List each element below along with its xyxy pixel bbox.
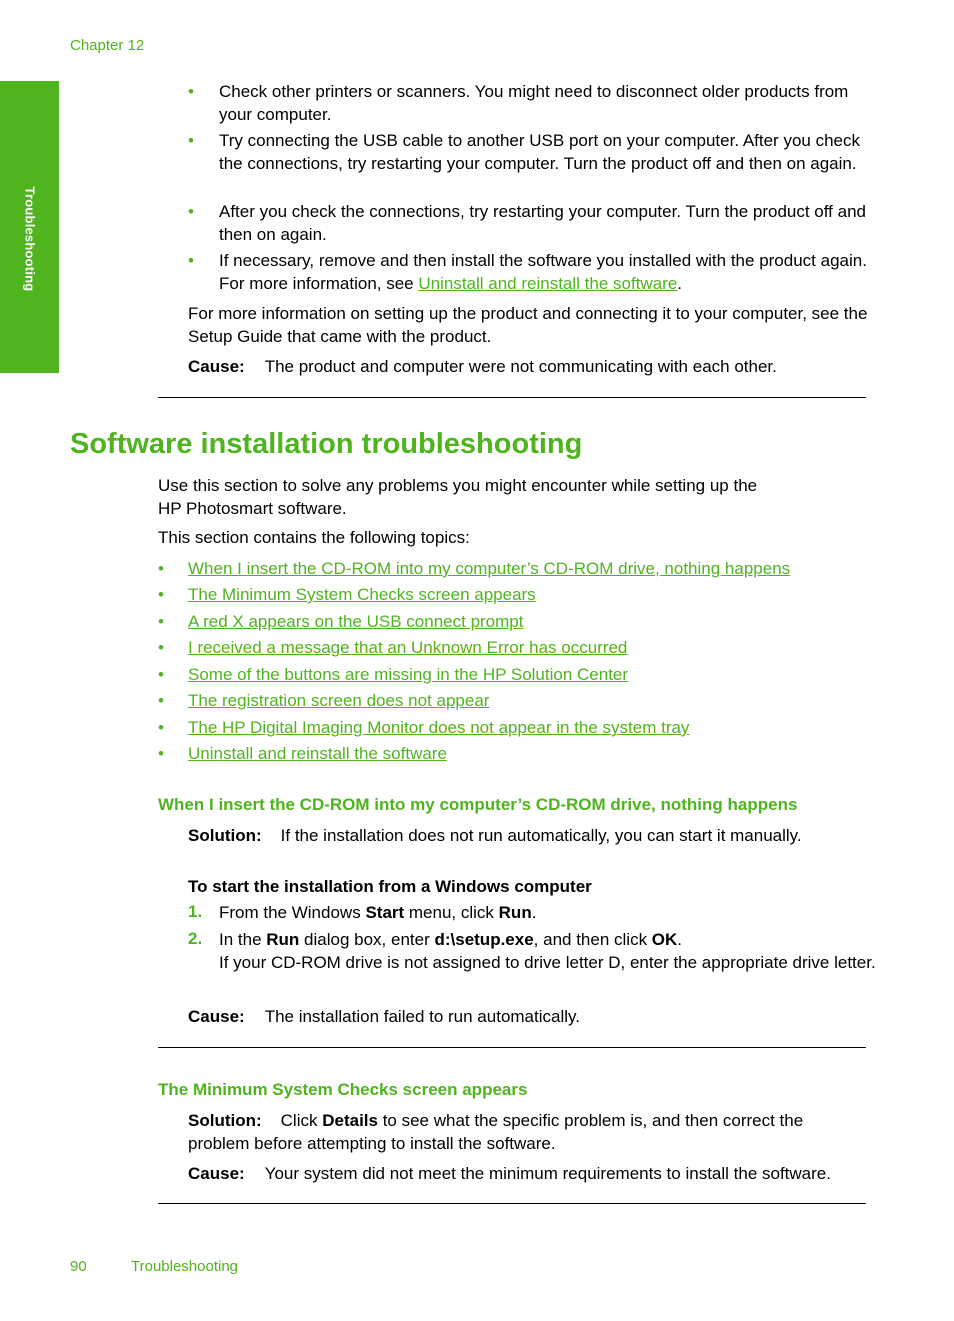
details-term: Details bbox=[322, 1111, 378, 1130]
solution-label: Solution: bbox=[188, 826, 262, 845]
page-title: Software installation troubleshooting bbox=[70, 428, 583, 460]
bullet-icon: • bbox=[188, 131, 194, 150]
section-divider bbox=[158, 1047, 866, 1048]
bullet-icon: • bbox=[188, 202, 194, 221]
run-command-term: Run bbox=[498, 903, 532, 922]
bullet-icon: • bbox=[158, 559, 164, 578]
minimum-cause bbox=[188, 1163, 888, 1186]
bullet-icon: • bbox=[158, 638, 164, 657]
page-number: 90 bbox=[70, 1258, 87, 1275]
section-intro-line: HP Photosmart software. bbox=[158, 498, 347, 518]
minimum-heading: The Minimum System Checks screen appears bbox=[158, 1080, 528, 1099]
step-text-part: , and then click bbox=[533, 930, 652, 949]
minimum-solution bbox=[188, 1110, 868, 1155]
side-tab-label: Troubleshooting bbox=[22, 186, 38, 292]
procedure-title: To start the installation from a Windows computer bbox=[188, 877, 592, 896]
bullet-icon: • bbox=[188, 82, 194, 101]
cause-paragraph bbox=[188, 356, 878, 379]
step-text bbox=[219, 902, 879, 925]
uninstall-reinstall-link[interactable]: Uninstall and reinstall the software bbox=[418, 273, 678, 293]
section-divider bbox=[158, 397, 866, 398]
ok-term: OK bbox=[651, 930, 678, 949]
section-divider bbox=[158, 1203, 866, 1204]
section-intro bbox=[158, 475, 858, 520]
topic-link[interactable]: I received a message that an Unknown Error has occurred bbox=[188, 638, 628, 657]
topics-intro: This section contains the following topics: bbox=[158, 528, 470, 547]
topic-link[interactable]: When I insert the CD-ROM into my computer’s CD-ROM drive, nothing happens bbox=[188, 559, 791, 578]
bullet-text bbox=[219, 250, 879, 295]
step-number: 1. bbox=[188, 902, 203, 921]
step-text-part: menu, click bbox=[404, 903, 499, 922]
setup-path-term: d:\setup.exe bbox=[434, 930, 534, 949]
bullet-icon: • bbox=[158, 585, 164, 604]
cause-text: Your system did not meet the minimum requirements to install the software. bbox=[264, 1164, 831, 1183]
cause-label: Cause: bbox=[188, 1164, 245, 1183]
cause-label: Cause: bbox=[188, 357, 245, 376]
topic-link[interactable]: The HP Digital Imaging Monitor does not appear in the system tray bbox=[188, 718, 690, 737]
step-text-part: dialog box, enter bbox=[299, 930, 435, 949]
topic-link[interactable]: The Minimum System Checks screen appears bbox=[188, 585, 536, 604]
topic-link[interactable]: Uninstall and reinstall the software bbox=[188, 744, 447, 763]
step-text-part: . bbox=[677, 930, 683, 949]
setup-info-paragraph: For more information on setting up the product and connecting it to your computer, see the Setup Guide that came with the product. bbox=[188, 304, 868, 346]
step-text-part: From the Windows bbox=[219, 903, 366, 922]
bullet-text-suffix: . bbox=[677, 273, 683, 293]
step-number: 2. bbox=[188, 929, 203, 948]
solution-label: Solution: bbox=[188, 1111, 262, 1130]
step-note: If your CD-ROM drive is not assigned to drive letter D, enter the appropriate drive letter. bbox=[219, 952, 876, 972]
cause-text: The product and computer were not communicating with each other. bbox=[264, 357, 777, 376]
step-text bbox=[219, 929, 879, 974]
chapter-label: Chapter 12 bbox=[70, 37, 145, 54]
run-dialog-term: Run bbox=[266, 930, 300, 949]
solution-text: If the installation does not run automatically, you can start it manually. bbox=[280, 826, 802, 845]
bullet-icon: • bbox=[158, 718, 164, 737]
topic-link[interactable]: Some of the buttons are missing in the HP Solution Center bbox=[188, 665, 629, 684]
bullet-icon: • bbox=[158, 665, 164, 684]
topic-link[interactable]: The registration screen does not appear bbox=[188, 691, 490, 710]
bullet-icon: • bbox=[158, 744, 164, 763]
step-text-part: In the bbox=[219, 930, 267, 949]
solution-text-part: Click bbox=[280, 1111, 323, 1130]
bullet-text: After you check the connections, try restarting your computer. Turn the product off and then on again. bbox=[219, 202, 866, 244]
cdrom-solution bbox=[188, 825, 878, 848]
topic-link[interactable]: A red X appears on the USB connect prompt bbox=[188, 612, 524, 631]
solution-text-part: to see what the specific problem is, and then correct the problem before attempting to install the software. bbox=[188, 1111, 804, 1153]
bullet-text: Try connecting the USB cable to another USB port on your computer. After you check the connections, try restarting your computer. Turn the product off and then on again. bbox=[219, 131, 860, 173]
bullet-text-prefix: If necessary, remove and then install the software you installed with the product again. For more information, see bbox=[219, 251, 867, 293]
bullet-icon: • bbox=[188, 251, 194, 270]
cause-label: Cause: bbox=[188, 1007, 245, 1026]
bullet-text: Check other printers or scanners. You might need to disconnect older products from your computer. bbox=[219, 82, 849, 124]
step-text-part: . bbox=[531, 903, 537, 922]
section-intro-line: Use this section to solve any problems you might encounter while setting up the bbox=[158, 476, 758, 495]
cdrom-heading: When I insert the CD-ROM into my computer’s CD-ROM drive, nothing happens bbox=[158, 795, 798, 814]
side-tab bbox=[0, 81, 59, 373]
bullet-icon: • bbox=[158, 691, 164, 710]
cause-text: The installation failed to run automatically. bbox=[264, 1007, 580, 1026]
start-menu-term: Start bbox=[365, 903, 405, 922]
bullet-icon: • bbox=[158, 612, 164, 631]
footer-section: Troubleshooting bbox=[131, 1258, 239, 1275]
cdrom-cause bbox=[188, 1006, 878, 1029]
